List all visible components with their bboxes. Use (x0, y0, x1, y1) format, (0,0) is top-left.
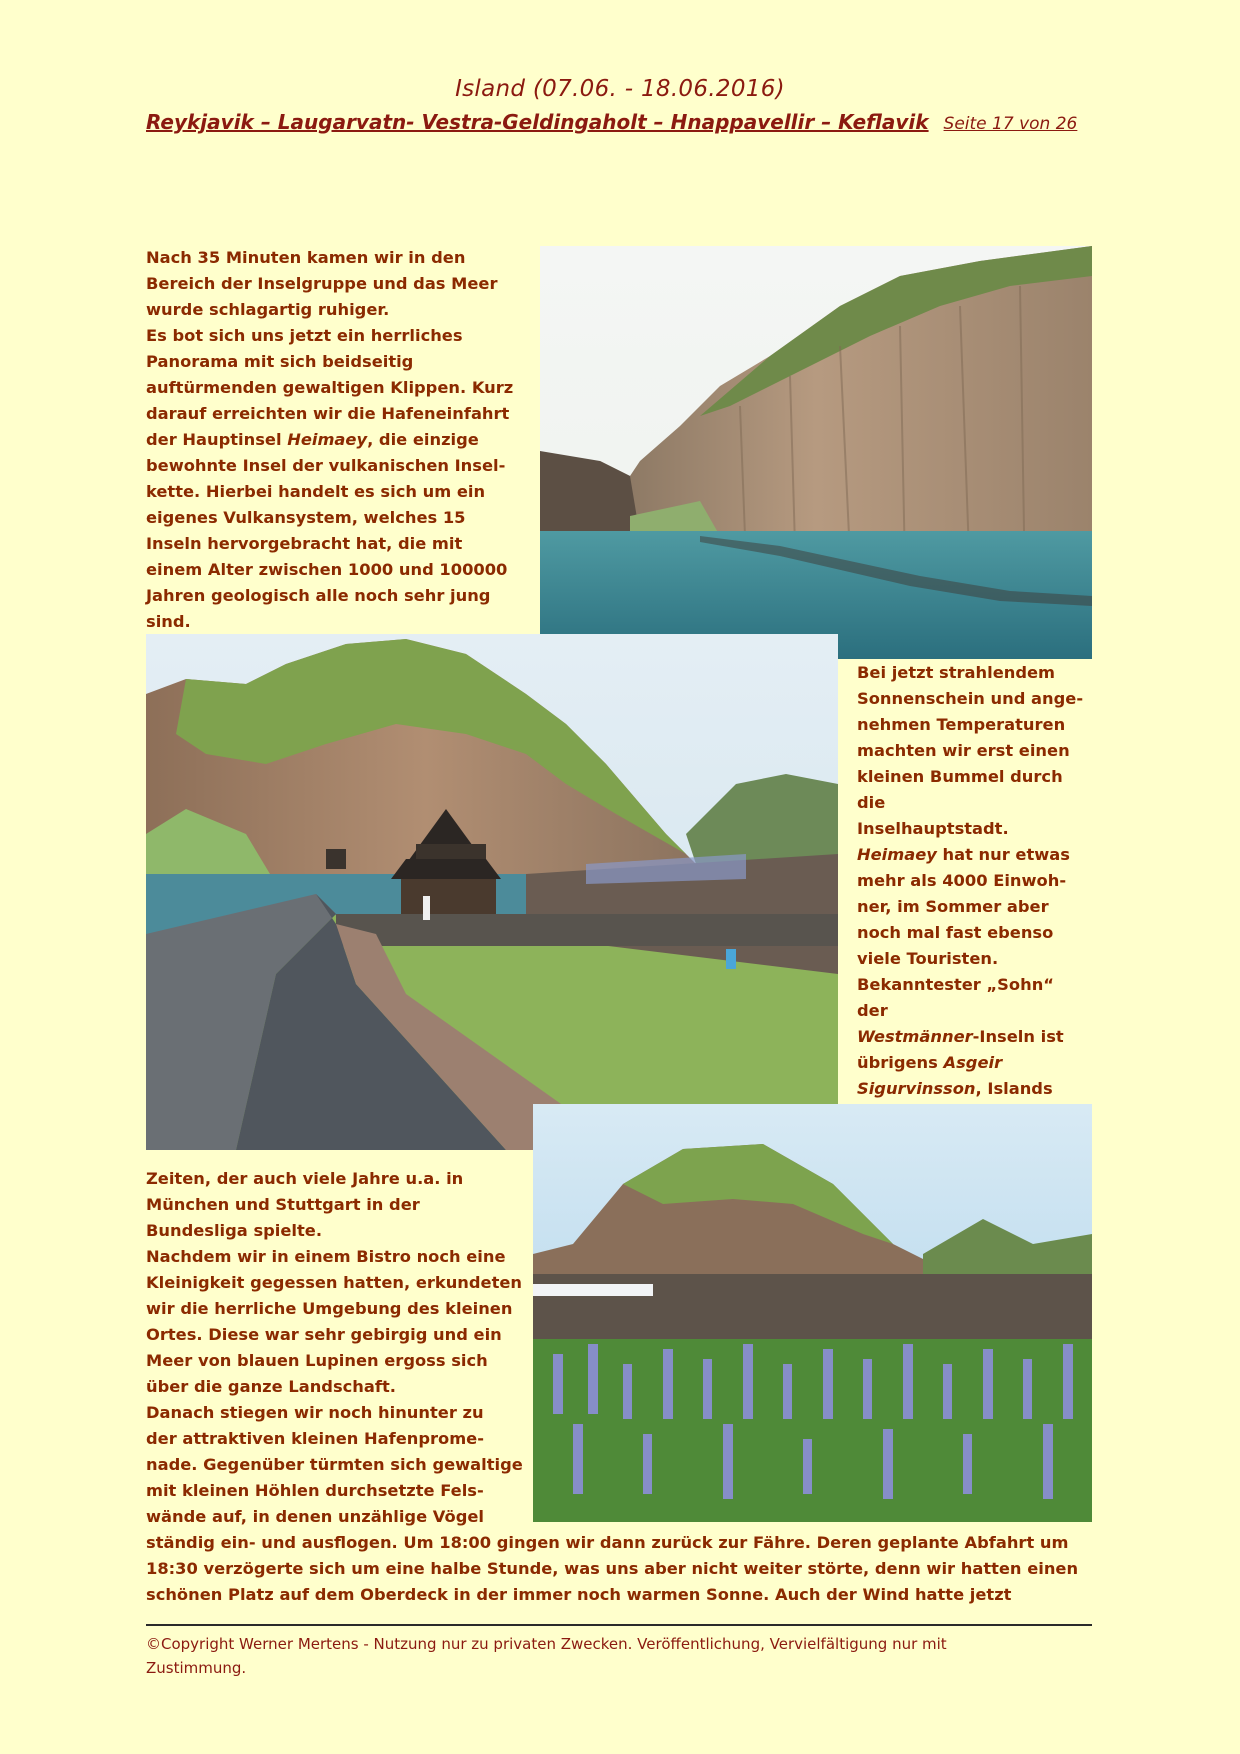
text-line: Ortes. Diese war sehr gebirgig und ein (146, 1325, 502, 1344)
cliff-photo (540, 246, 1092, 659)
text-line: Heimaey hat nur etwas (857, 845, 1070, 864)
route-subtitle (146, 110, 1096, 134)
text-line: wände auf, in denen unzählige Vögel (146, 1507, 484, 1526)
text-line: schönen Platz auf dem Oberdeck in der immer noch warmen Sonne. Auch der Wind hatte jetzt (146, 1585, 1012, 1604)
text-line: Inselhauptstadt. (857, 819, 1009, 838)
stave-church-photo (146, 634, 838, 1150)
text-line: Bereich der Inselgruppe und das Meer (146, 274, 498, 293)
copyright-line-2: Zustimmung. (146, 1659, 247, 1677)
text-line: Inseln hervorgebracht hat, die mit (146, 534, 463, 553)
text-line: Panorama mit sich beidseitig (146, 352, 414, 371)
text-line: wurde schlagartig ruhiger. (146, 300, 390, 319)
text-line: mit kleinen Höhlen durchsetzte Fels- (146, 1481, 484, 1500)
text-line: eigenes Vulkansystem, welches 15 (146, 508, 466, 527)
text-line: darauf erreichten wir die Hafeneinfahrt (146, 404, 510, 423)
paragraph-town (857, 660, 1087, 1128)
text-line: ner, im Sommer aber (857, 897, 1049, 916)
text-line: Kleinigkeit gegessen hatten, erkundeten (146, 1273, 523, 1292)
text-line: München und Stuttgart in der (146, 1195, 420, 1214)
text-line: Sigurvinsson, Islands (857, 1079, 1053, 1098)
text-line: der Hauptinsel Heimaey, die einzige (146, 430, 479, 449)
route-text: Reykjavik – Laugarvatn- Vestra-Geldingaholt – Hnappavellir – Keflavik (146, 110, 929, 134)
paragraph-ferry (146, 1530, 1096, 1608)
text-line: bewohnte Insel der vulkanischen Insel- (146, 456, 506, 475)
text-line: Nach 35 Minuten kamen wir in den (146, 248, 466, 267)
text-line: sind. (146, 612, 191, 631)
copyright-footer (146, 1632, 1046, 1680)
text-line: kleinen Bummel durch die (857, 767, 1063, 812)
text-line: Bei jetzt strahlendem (857, 663, 1055, 682)
copyright-line-1: ©Copyright Werner Mertens - Nutzung nur zu privaten Zwecken. Veröffentlichung, Vervielfältigung nur mit (146, 1635, 947, 1653)
footer-divider (146, 1624, 1092, 1626)
text-line: über die ganze Landschaft. (146, 1377, 396, 1396)
text-line: kette. Hierbei handelt es sich um ein (146, 482, 486, 501)
text-line: nehmen Temperaturen (857, 715, 1066, 734)
text-line: viele Touristen. (857, 949, 999, 968)
paragraph-arrival (146, 245, 526, 635)
text-line: einem Alter zwischen 1000 und 100000 (146, 560, 508, 579)
text-line: Danach stiegen wir noch hinunter zu (146, 1403, 484, 1422)
text-line: machten wir erst einen (857, 741, 1070, 760)
text-line: Meer von blauen Lupinen ergoss sich (146, 1351, 488, 1370)
text-line: Zeiten, der auch viele Jahre u.a. in (146, 1169, 464, 1188)
text-line: Jahren geologisch alle noch sehr jung (146, 586, 491, 605)
paragraph-exploration (146, 1166, 531, 1530)
page-number: Seite 17 von 26 (943, 114, 1078, 134)
text-line: wir die herrliche Umgebung des kleinen (146, 1299, 513, 1318)
text-line: mehr als 4000 Einwoh- (857, 871, 1067, 890)
document-title: Island (07.06. - 18.06.2016) (455, 76, 785, 102)
text-line: Es bot sich uns jetzt ein herrliches (146, 326, 463, 345)
text-line: Westmänner-Inseln ist (857, 1027, 1064, 1046)
text-line: Sonnenschein und ange- (857, 689, 1084, 708)
text-line: Nachdem wir in einem Bistro noch eine (146, 1247, 506, 1266)
text-line: Bekanntester „Sohn“ der (857, 975, 1054, 1020)
text-line: nade. Gegenüber türmten sich gewaltige (146, 1455, 523, 1474)
text-line: der attraktiven kleinen Hafenprome- (146, 1429, 484, 1448)
text-line: noch mal fast ebenso (857, 923, 1054, 942)
text-line: Bundesliga spielte. (146, 1221, 323, 1240)
text-line: 18:30 verzögerte sich um eine halbe Stunde, was uns aber nicht weiter störte, denn wir hatten einen (146, 1559, 1079, 1578)
lupine-photo (533, 1104, 1092, 1522)
text-line: ständig ein- und ausflogen. Um 18:00 gingen wir dann zurück zur Fähre. Deren geplante Abfahrt um (146, 1533, 1069, 1552)
text-line: übrigens Asgeir (857, 1053, 1003, 1072)
text-line: auftürmenden gewaltigen Klippen. Kurz (146, 378, 514, 397)
